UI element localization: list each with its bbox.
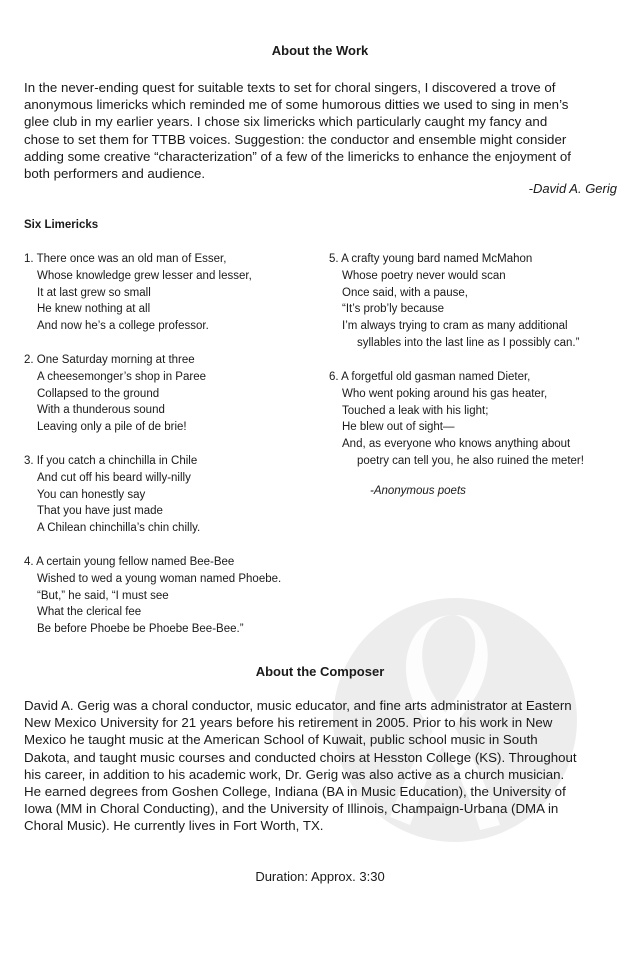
author-signature: -David A. Gerig [528, 181, 617, 196]
limerick-line: 2. One Saturday morning at three [24, 354, 195, 366]
limerick-line: 5. A crafty young bard named McMahon [329, 253, 533, 265]
limerick-line: Once said, with a pause, [342, 286, 468, 299]
limerick-line: A Chilean chinchilla’s chin chilly. [37, 522, 201, 535]
limerick-line: And now he’s a college professor. [37, 320, 209, 333]
limerick-line: Leaving only a pile of de brie! [37, 421, 187, 434]
limerick-line: Who went poking around his gas heater, [342, 387, 548, 400]
limerick-line: 4. A certain young fellow named Bee-Bee [24, 556, 235, 568]
limerick-5 [329, 251, 579, 352]
paragraph-line: chose to set them for TTBB voices. Suggestion: the conductor and ensemble might consider [24, 131, 567, 147]
paragraph-line: Choral Music). He currently lives in Fort Worth, TX. [24, 818, 324, 834]
limerick-line: “But,” he said, “I must see [37, 589, 169, 602]
limerick-line: Wished to wed a young woman named Phoebe. [37, 572, 282, 585]
paragraph-line: David A. Gerig was a choral conductor, music educator, and fine arts administrator at Eastern [24, 698, 572, 713]
limerick-line: With a thunderous sound [37, 404, 165, 417]
limerick-line: He blew out of sight— [342, 421, 455, 434]
paragraph-line: both performers and audience. [24, 166, 206, 182]
limerick-line: A cheesemonger’s shop in Paree [37, 370, 206, 383]
limerick-line: syllables into the last line as I possibly can.” [357, 336, 580, 349]
limerick-line: Whose poetry never would scan [342, 269, 506, 282]
paragraph-line: his career, in addition to his academic work, Dr. Gerig was also active as a church musician. [24, 766, 565, 782]
poets-credit: -Anonymous poets [370, 485, 466, 497]
limerick-line: Be before Phoebe be Phoebe Bee-Bee.” [37, 623, 244, 636]
limerick-2 [24, 352, 206, 436]
paragraph-line: Dakota, and taught music courses and conducted choirs at Hesston College (KS). Throughout [24, 749, 577, 765]
limerick-line: “It’s prob’ly because [342, 303, 445, 316]
about-work-heading: About the Work [271, 43, 369, 58]
paragraph-line: adding some creative “characterization” of a few of the limericks to enhance the enjoyment of [24, 148, 571, 164]
limericks-heading: Six Limericks [24, 219, 99, 231]
paragraph-line: glee club in my earlier years. I chose six limericks which particularly caught my fancy and [24, 114, 548, 130]
paragraph-line: In the never-ending quest for suitable texts to set for choral singers, I discovered a trove of [24, 80, 556, 95]
limerick-4 [24, 554, 281, 638]
limerick-line: And cut off his beard willy-nilly [37, 471, 191, 484]
limerick-line: 6. A forgetful old gasman named Dieter, [329, 371, 531, 383]
paragraph-line: Mexico he taught music at the American School of Kuwait, public school music in South [24, 732, 538, 748]
duration-text: Duration: Approx. 3:30 [255, 869, 385, 884]
limerick-line: You can honestly say [37, 488, 146, 501]
limerick-1 [24, 251, 252, 335]
limerick-line: And, as everyone who knows anything about [342, 438, 571, 451]
limerick-line: What the clerical fee [37, 606, 142, 619]
paragraph-line: New Mexico University for 21 years before his retirement in 2005. Prior to his work in New [24, 715, 553, 731]
limerick-line: Whose knowledge grew lesser and lesser, [37, 269, 252, 282]
limerick-line: That you have just made [37, 505, 163, 518]
limerick-line: 3. If you catch a chinchilla in Chile [24, 455, 198, 467]
limerick-line: Touched a leak with his light; [342, 404, 489, 417]
limerick-line: It at last grew so small [37, 286, 151, 299]
limerick-3 [24, 453, 200, 537]
limerick-6 [329, 369, 584, 470]
about-composer-heading: About the Composer [255, 664, 385, 679]
paragraph-line: anonymous limericks which reminded me of some humorous ditties we used to sing in men’s [24, 97, 569, 113]
limerick-line: 1. There once was an old man of Esser, [24, 253, 227, 265]
limerick-line: Collapsed to the ground [37, 387, 160, 400]
paragraph-line: He earned degrees from Goshen College, Indiana (BA in Music Education), the University of [24, 784, 566, 800]
about-work-paragraph [24, 79, 620, 182]
paragraph-line: Iowa (MM in Choral Conducting), and the University of Illinois, Champaign-Urbana (DMA in [24, 801, 559, 817]
limerick-line: I’m always trying to cram as many additional [342, 320, 568, 333]
about-composer-paragraph [24, 697, 620, 835]
limerick-line: poetry can tell you, he also ruined the meter! [357, 454, 584, 467]
limerick-line: He knew nothing at all [37, 303, 151, 316]
